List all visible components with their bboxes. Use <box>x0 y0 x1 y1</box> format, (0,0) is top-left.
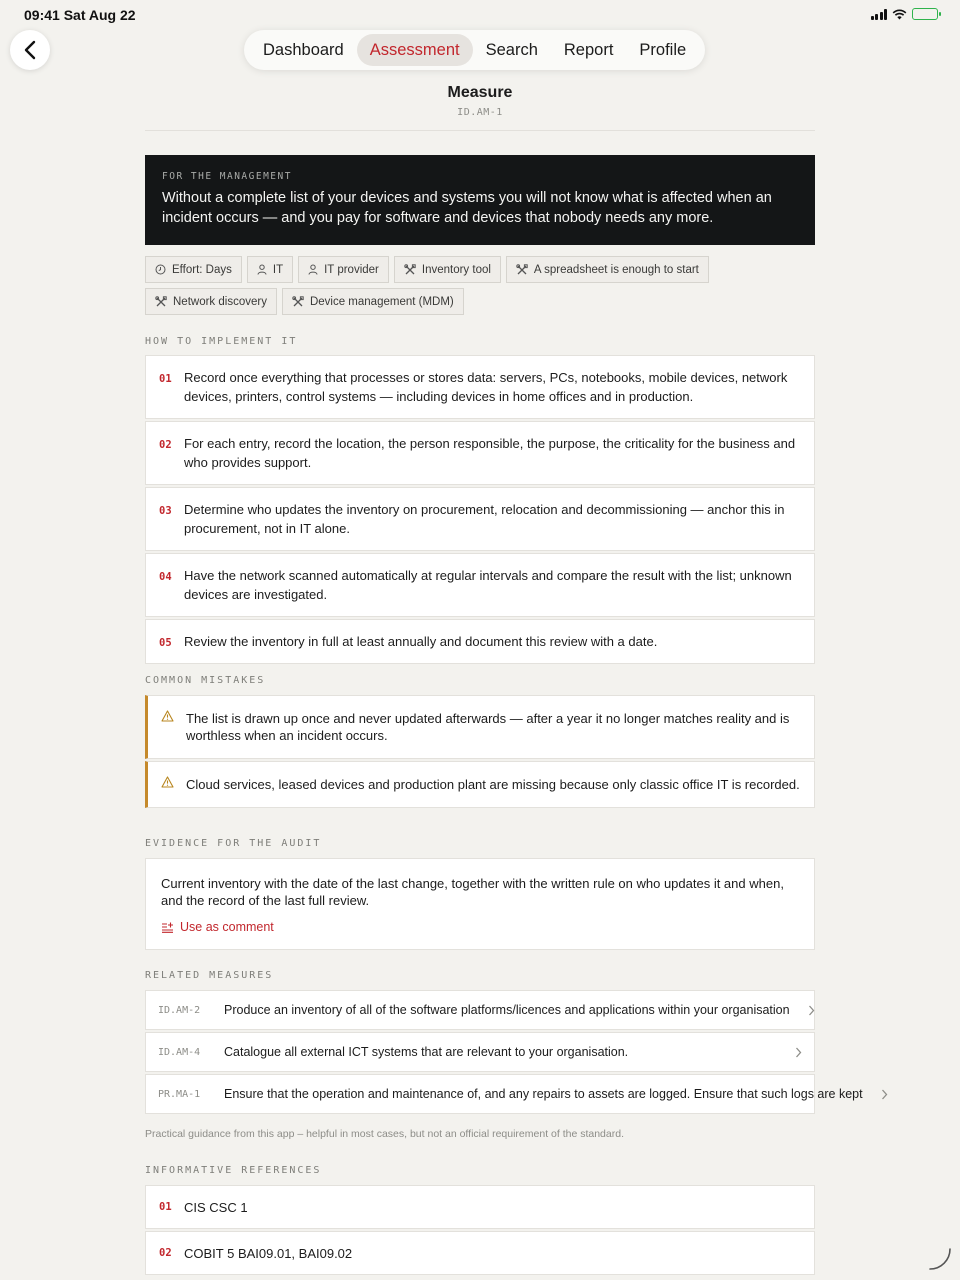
chip-label: Network discovery <box>173 295 267 308</box>
evidence-card <box>145 858 815 950</box>
reference-item <box>145 1231 815 1275</box>
battery-charging-icon <box>912 8 938 20</box>
chip-label: Effort: Days <box>172 263 232 276</box>
step-text: Have the network scanned automatically at regular intervals and compare the result with the list; unknown devices are investigated. <box>184 568 792 602</box>
header-divider <box>145 130 815 131</box>
loading-spinner-icon <box>926 1246 952 1272</box>
guidance-note: Practical guidance from this app – helpful in most cases, but not an official requirement of the standard. <box>145 1128 624 1140</box>
tools-icon <box>516 264 528 276</box>
status-bar <box>0 0 960 30</box>
step-item <box>145 553 815 617</box>
status-time: 09:41 Sat Aug 22 <box>24 7 136 23</box>
related-measure-text: Ensure that the operation and maintenance of, and any repairs to assets are logged. Ensure that such logs are kept <box>224 1087 863 1101</box>
clock-icon <box>155 264 166 275</box>
page-title: Measure <box>447 84 513 101</box>
related-measure-row[interactable] <box>145 990 815 1030</box>
management-text: Without a complete list of your devices and systems you will not know what is affected when an incident occurs — and you pay for software and devices that nobody needs any more. <box>162 190 772 226</box>
step-text: Determine who updates the inventory on procurement, relocation and decommissioning — anchor this in procurement, not in IT alone. <box>184 502 785 536</box>
related-measure-row[interactable] <box>145 1074 863 1114</box>
list-add-icon <box>161 922 174 933</box>
measure-id: ID.AM-1 <box>457 107 503 118</box>
step-item <box>145 355 815 419</box>
chip-label: Inventory tool <box>421 263 491 276</box>
related-measure-text: Catalogue all external ICT systems that are relevant to your organisation. <box>224 1045 629 1059</box>
chevron-left-icon <box>23 40 37 60</box>
tab-search[interactable]: Search <box>485 40 538 59</box>
chevron-right-icon <box>881 1089 888 1100</box>
status-icons <box>871 8 939 20</box>
related-measures <box>145 990 863 1114</box>
step-text: Record once everything that processes or stores data: servers, PCs, notebooks, mobile devices, network devices, printers, control systems — including devices in home offices and in production. <box>184 370 788 404</box>
use-as-comment-label: Use as comment <box>180 920 274 934</box>
evidence-text: Current inventory with the date of the last change, together with the written rule on who updates it and when, and the record of the last full review. <box>161 876 784 908</box>
section-label-references: INFORMATIVE REFERENCES <box>145 1165 322 1176</box>
related-measure-id: ID.AM-4 <box>158 1046 201 1058</box>
step-number: 05 <box>159 637 172 649</box>
cellular-signal-icon <box>871 9 888 20</box>
section-label-mistakes: COMMON MISTAKES <box>145 675 266 686</box>
management-summary <box>145 155 815 245</box>
tab-assessment[interactable]: Assessment <box>357 34 473 66</box>
use-as-comment-button[interactable] <box>161 919 799 936</box>
attribute-chips <box>145 256 745 315</box>
tools-icon <box>404 264 416 276</box>
reference-number: 01 <box>159 1201 172 1213</box>
step-number: 03 <box>159 505 172 517</box>
related-measure-id: PR.MA-1 <box>158 1088 201 1100</box>
related-measure-text: Produce an inventory of all of the software platforms/licences and applications within your organisation <box>224 1003 790 1017</box>
tab-report[interactable]: Report <box>563 40 614 59</box>
person-icon <box>257 264 267 275</box>
chip-label: IT <box>272 263 284 276</box>
chip-tool-inventory <box>394 256 501 283</box>
step-number: 02 <box>159 439 172 451</box>
section-label-related: RELATED MEASURES <box>145 970 274 981</box>
chip-label: IT provider <box>324 263 379 276</box>
management-label: FOR THE MANAGEMENT <box>162 171 292 182</box>
chip-tool-network-discovery <box>145 288 277 315</box>
section-label-evidence: EVIDENCE FOR THE AUDIT <box>145 838 322 849</box>
chip-role-it-provider <box>298 256 389 283</box>
mistake-text: Cloud services, leased devices and production plant are missing because only classic office IT is recorded. <box>186 777 800 792</box>
chevron-right-icon <box>808 1005 815 1016</box>
related-measure-row[interactable] <box>145 1032 815 1072</box>
warning-icon <box>161 776 174 788</box>
step-item <box>145 421 815 485</box>
mistake-item <box>145 761 815 808</box>
tools-icon <box>292 296 304 308</box>
step-text: For each entry, record the location, the person responsible, the purpose, the criticality for the business and who provides support. <box>184 436 796 470</box>
reference-item <box>145 1185 815 1229</box>
wifi-icon <box>892 9 907 20</box>
tab-profile[interactable]: Profile <box>639 40 687 59</box>
implementation-steps <box>145 355 815 664</box>
tools-icon <box>155 296 167 308</box>
step-number: 01 <box>159 373 172 385</box>
step-item <box>145 619 815 664</box>
reference-text: CIS CSC 1 <box>184 1199 248 1215</box>
reference-number: 02 <box>159 1247 172 1259</box>
informative-references <box>145 1185 815 1275</box>
chip-tool-spreadsheet <box>506 256 709 283</box>
section-label-implement: HOW TO IMPLEMENT IT <box>145 336 298 347</box>
common-mistakes <box>145 695 815 808</box>
reference-text: COBIT 5 BAI09.01, BAI09.02 <box>184 1245 353 1261</box>
mistake-text: The list is drawn up once and never updated afterwards — after a year it no longer matches reality and is worthless when an incident occurs. <box>186 711 790 743</box>
chip-effort <box>145 256 242 283</box>
step-number: 04 <box>159 571 172 583</box>
top-tab-bar <box>244 30 705 70</box>
related-measure-id: ID.AM-2 <box>158 1004 201 1016</box>
chip-label: Device management (MDM) <box>309 295 454 308</box>
person-icon <box>308 264 318 275</box>
tab-dashboard[interactable]: Dashboard <box>263 40 344 59</box>
chip-label: A spreadsheet is enough to start <box>533 263 699 276</box>
chevron-right-icon <box>795 1047 802 1058</box>
back-button[interactable] <box>10 30 50 70</box>
warning-icon <box>161 710 174 722</box>
step-text: Review the inventory in full at least annually and document this review with a date. <box>184 634 658 649</box>
mistake-item <box>145 695 815 759</box>
step-item <box>145 487 815 551</box>
chip-tool-mdm <box>282 288 464 315</box>
chip-role-it <box>247 256 293 283</box>
